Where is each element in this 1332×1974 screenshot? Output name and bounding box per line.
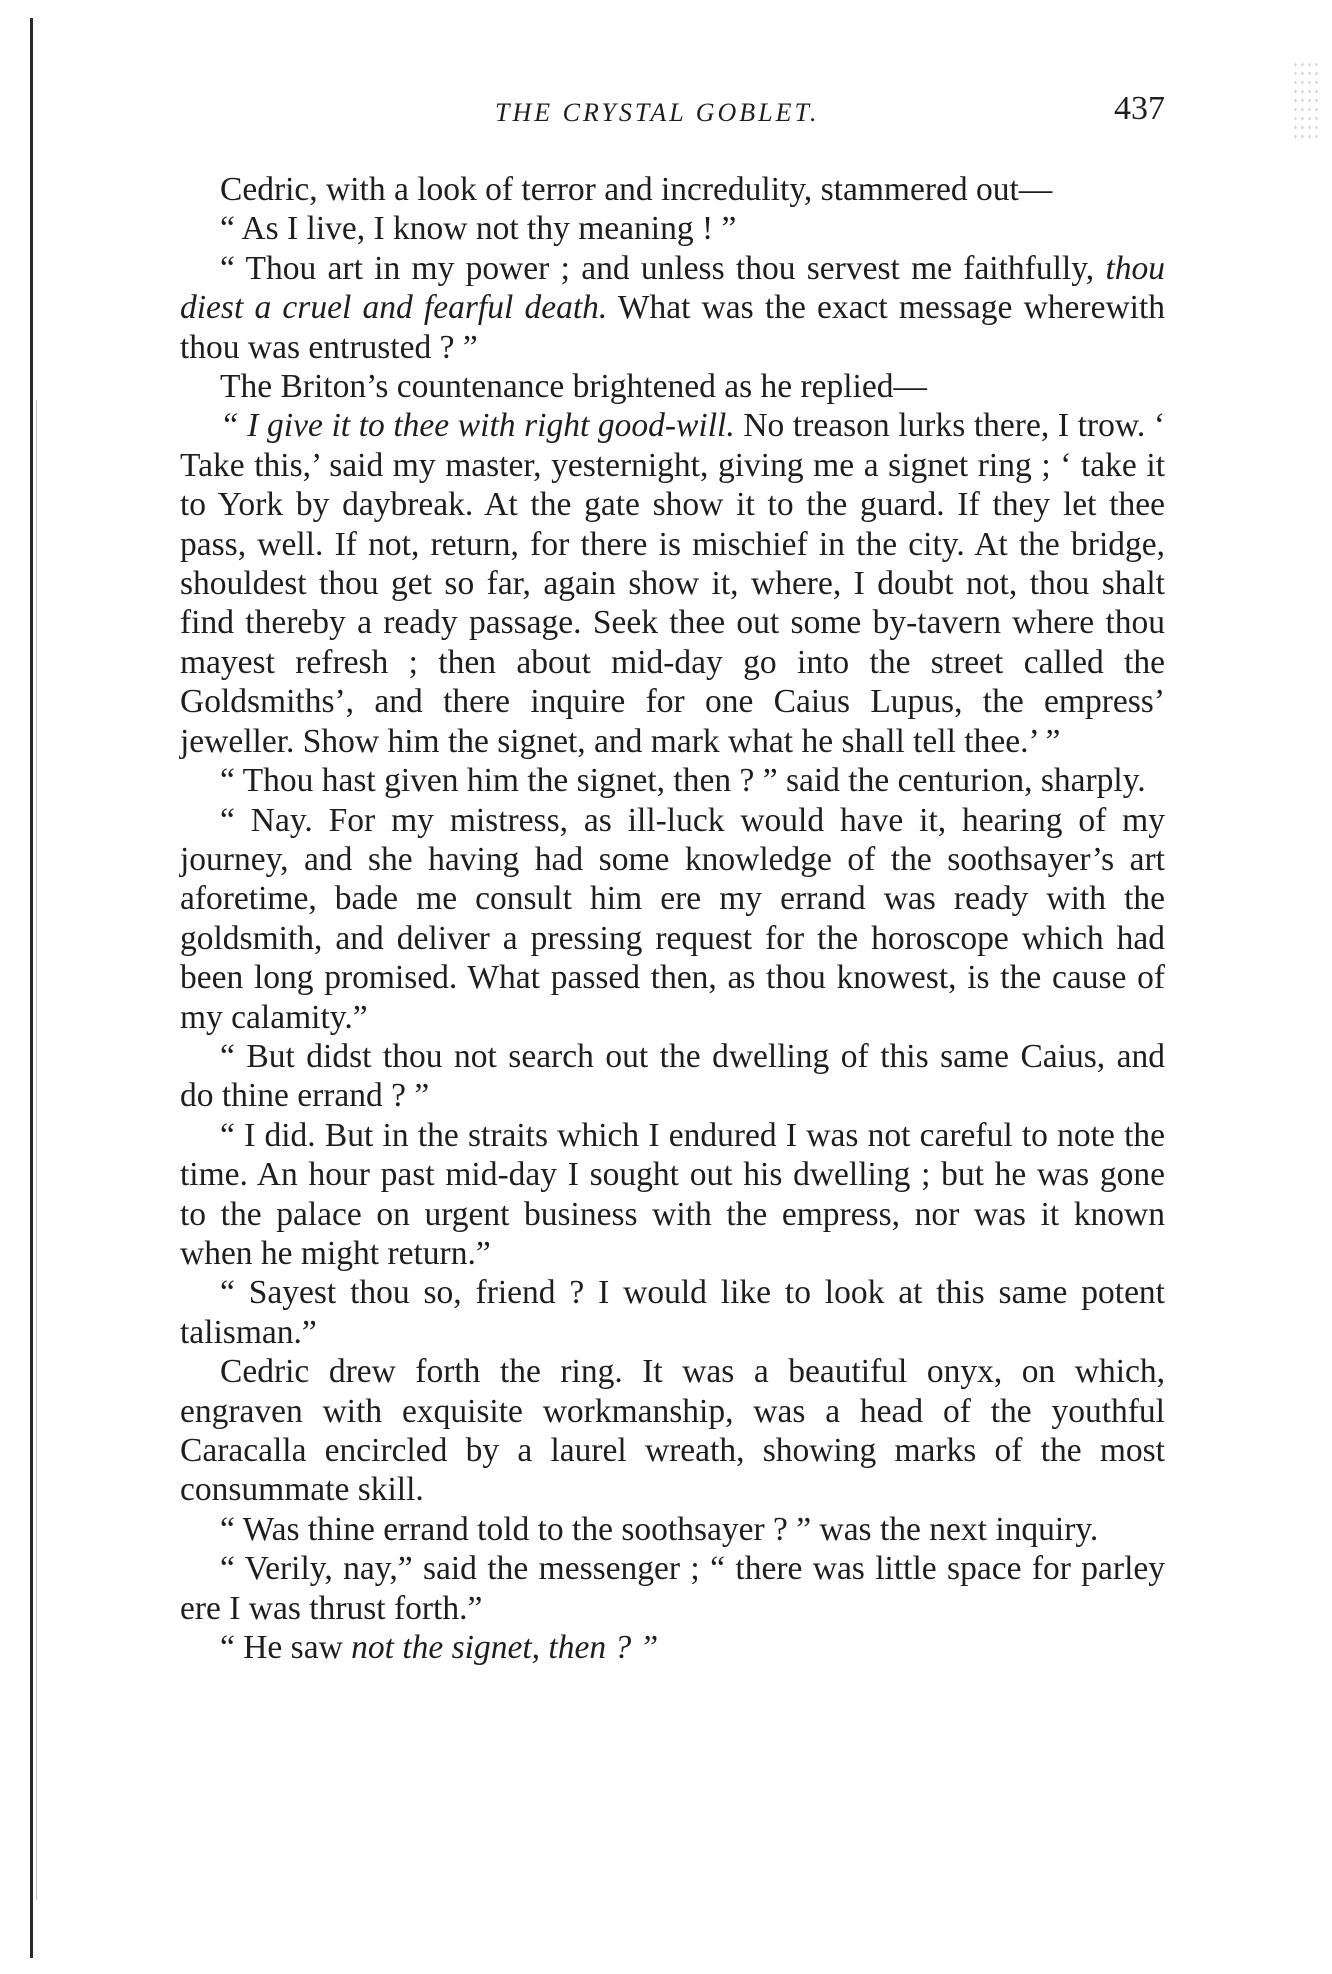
paragraph — [180, 406, 1165, 761]
italic-text: not the signet, then ? ” — [351, 1629, 659, 1667]
paragraph — [180, 209, 1165, 248]
text-run: The Briton’s countenance brightened as he replied— — [220, 368, 927, 406]
text-run: “ Thou art in my power ; and unless thou servest me faithfully, — [220, 249, 1106, 287]
page-number: 437 — [1114, 90, 1165, 127]
paragraph — [180, 1549, 1165, 1628]
text-run: Cedric drew forth the ring. It was a beautiful onyx, on which, engraven with exquisite workmanship, was a head of the youthful Caracalla encircled by a laurel wreath, showing marks of the most consummate skill. — [180, 1353, 1165, 1509]
scan-edge-line — [30, 18, 33, 1958]
page-header — [180, 90, 1165, 136]
paragraph — [180, 1510, 1165, 1549]
paragraph — [180, 761, 1165, 800]
italic-text: “ I give it to thee with right good-will. — [220, 407, 735, 445]
body-text — [180, 170, 1165, 1667]
paragraph — [180, 1352, 1165, 1510]
text-run: “ I did. But in the straits which I endured I was not careful to note the time. An hour past mid-day I sought out his dwelling ; but he was gone to the palace on urgent business with the empress, nor was it known when he might return.” — [180, 1116, 1165, 1272]
paragraph — [180, 1037, 1165, 1116]
text-run: “ Verily, nay,” said the messenger ; “ there was little space for parley ere I was thrust forth.” — [180, 1550, 1165, 1627]
paragraph — [180, 1116, 1165, 1274]
text-run: Cedric, with a look of terror and incredulity, stammered out— — [220, 171, 1053, 208]
text-run: “ As I live, I know not thy meaning ! ” — [220, 210, 737, 248]
paragraph — [180, 249, 1165, 367]
running-title: THE CRYSTAL GOBLET. — [495, 98, 820, 127]
text-run: No treason lurks there, I trow. ‘ Take this,’ said my master, yesternight, giving me a signet ring ; ‘ take it to York by daybreak. At the gate show it to the guard. If they let thee pass, well. If not, return, for there is mischief in the city. At the bridge, shouldest thou get so far, again show it, where, I doubt not, thou shalt find thereby a ready passage. Seek thee out some by-tavern where thou mayest refresh ; then about mid-day go into the street called the Goldsmiths’, and there inquire for one Caius Lupus, the empress’ jeweller. Show him the signet, and mark what he shall tell thee.’ ” — [180, 407, 1165, 760]
text-run: “ Nay. For my mistress, as ill-luck would have it, hearing of my journey, and she having had some knowledge of the soothsayer’s art aforetime, bade me consult him ere my errand was ready with the goldsmith, and deliver a pressing request for the horoscope which had been long promised. What passed then, as thou knowest, is the cause of my calamity.” — [180, 801, 1165, 1036]
text-run: What was the exact message wherewith thou was entrusted ? ” — [180, 289, 1166, 366]
paragraph — [180, 367, 1165, 406]
scan-dots — [1292, 60, 1320, 140]
text-run: “ Was thine errand told to the soothsayer ? ” was the next inquiry. — [220, 1510, 1099, 1548]
italic-text: thou diest a cruel and fearful death. — [180, 249, 1165, 327]
paragraph — [180, 1273, 1165, 1352]
paragraph — [180, 1628, 1165, 1667]
paragraph — [180, 170, 1165, 209]
text-run: “ He saw — [220, 1629, 352, 1667]
text-run: “ But didst thou not search out the dwelling of this same Caius, and do thine errand ? ” — [180, 1037, 1165, 1115]
text-run: “ Thou hast given him the signet, then ? ” said the centurion, sharply. — [220, 762, 1146, 800]
scan-edge-shadow — [36, 400, 37, 1900]
text-run: “ Sayest thou so, friend ? I would like to look at this same potent talisman.” — [180, 1274, 1165, 1351]
paragraph — [180, 801, 1165, 1037]
